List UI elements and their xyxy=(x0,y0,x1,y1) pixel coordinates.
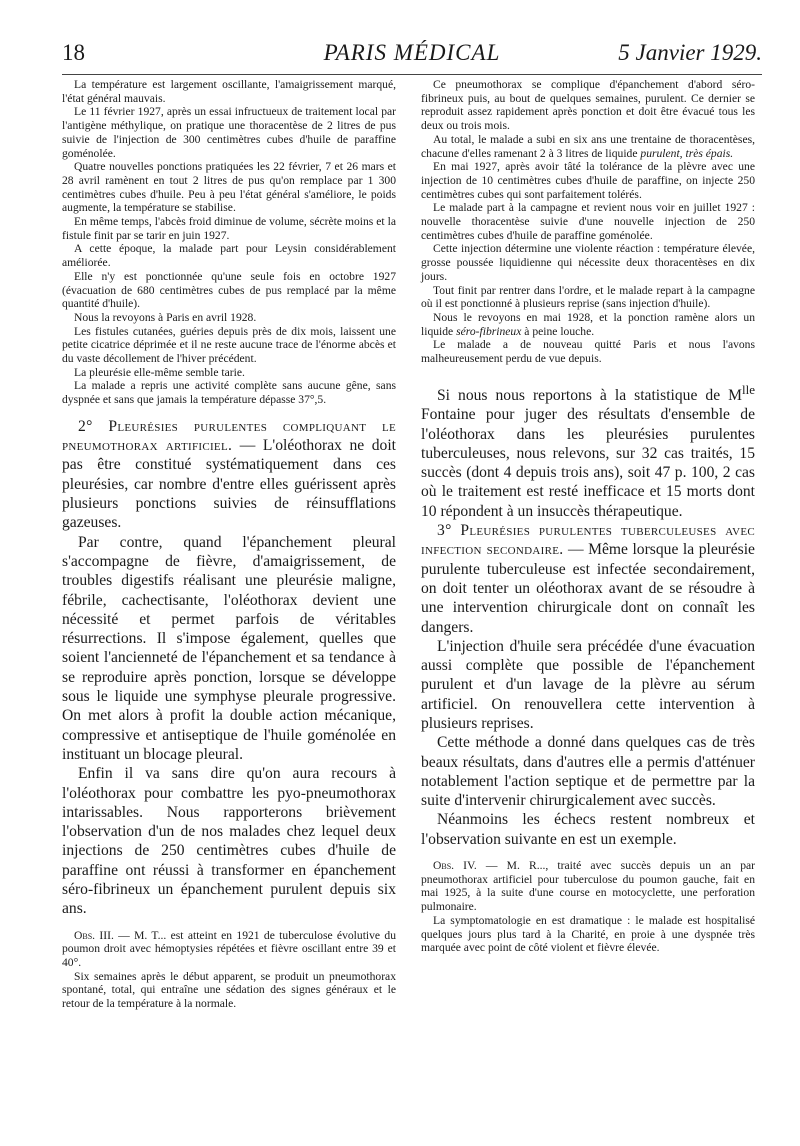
paragraph: Ce pneumothorax se complique d'épanchement d'abord séro-fibrineux puis, au bout de quelques semaines, purulent. Ce dernier se reproduit assez rapidement après ponction et doit être évacué tous les deux ou trois mois. xyxy=(421,78,755,133)
journal-title: PARIS MÉDICAL xyxy=(323,40,501,65)
right-column xyxy=(421,78,755,955)
paragraph: Tout finit par rentrer dans l'ordre, et le malade repart à la campagne où il est ponctionné à plusieurs reprise (sans injection d'huile). xyxy=(421,283,755,311)
paragraph: Elle n'y est ponctionnée qu'une seule fois en octobre 1927 (évacuation de 680 centimètres cubes de pus remplacé par la même quantité d'huile). xyxy=(62,269,396,311)
paragraph-text: Fontaine pour juger des résultats d'ensemble de l'oléothorax dans les pleurésies purulentes tuberculeuses, nous relevons, sur 32 cas traités, 15 succès (dont 4 depuis trois ans), soit 47 p. 100, 2 cas où le traitement est resté inefficace et 15 morts dont 10 répondent à un insuccès thérapeutique. xyxy=(421,406,755,520)
observation-label: Obs. IV. xyxy=(433,859,477,873)
paragraph: A cette époque, la malade part pour Leysin considérablement améliorée. xyxy=(62,242,396,270)
observation-text: — M. R..., traité avec succès depuis un an par pneumothorax artificiel pour tuberculose du poumon gauche, fait en mai 1925, à la suite d'une course en motocyclette, une perforation pulmonaire. xyxy=(421,859,756,914)
page-number: 18 xyxy=(62,40,85,65)
paragraph: Le malade a de nouveau quitté Paris et nous l'avons malheureusement perdu de vue depuis. xyxy=(421,338,755,366)
paragraph: Les fistules cutanées, guéries depuis près de dix mois, laissent une petite cicatrice déprimée et il ne reste aucune trace de l'énorme abcès et du vaste décollement de l'hiver précédent. xyxy=(62,324,396,366)
statistics-paragraph xyxy=(421,380,755,521)
observation-text: — M. T... est atteint en 1921 de tuberculose évolutive du poumon droit avec hémoptysies répétées et fièvre oscillant entre 39 et 40°. xyxy=(62,928,396,969)
emphasis-text: séro-fibrineux xyxy=(456,324,522,338)
section-2-paragraph xyxy=(62,417,396,533)
paragraph xyxy=(421,311,755,338)
paragraph: Enfin il va sans dire qu'on aura recours à l'oléothorax pour combattre les pyo-pneumothorax intarissables. Nous rapporterons brièvement l'observation d'un de nos malades chez lequel deux injections de 250 centimètres cubes d'huile de paraffine ont réussi à transformer en épanchement séro-fibrineux un épanchement purulent depuis six ans. xyxy=(62,765,396,918)
superscript: lle xyxy=(742,381,755,397)
paragraph: Cette injection détermine une violente réaction : température élevée, grosse poussée liquidienne qui nécessite deux thoracentèses en dix jours. xyxy=(421,242,755,283)
left-column xyxy=(62,78,396,1011)
paragraph-text: Nous le revoyons en mai 1928, et la ponction ramène alors un liquide xyxy=(421,310,755,338)
section-2-text: — L'oléothorax ne doit pas être constitué systématiquement dans ces pleurésies, car nombre d'entre elles guérissent après plusieurs ponctions suivies de réinsufflations gazeuses. xyxy=(62,437,397,532)
paragraph: Nous la revoyons à Paris en avril 1928. xyxy=(74,310,257,324)
paragraph: La malade a repris une activité complète sans aucune gêne, sans dyspnée et sans que jamais la température dépasse 37°,5. xyxy=(62,379,396,407)
paragraph: L'injection d'huile sera précédée d'une évacuation aussi complète que possible de l'épanchement purulent et d'un lavage de la plèvre au sérum artificiel. On renouvellera cette intervention à plusieurs reprises. xyxy=(421,637,755,732)
paragraph-text: Si nous nous reportons à la statistique de M xyxy=(437,386,742,404)
observation-3 xyxy=(62,929,396,970)
paragraph: Par contre, quand l'épanchement pleural s'accompagne de fièvre, d'amaigrissement, de troubles digestifs réalisant une pleurésie maligne, fébrile, cachectisante, l'oléothorax devient une nécessité et permet parfois de véritables résurrections. Il s'impose également, quelles que soient l'ancienneté de l'épanchement et sa tendance à se reproduire après ponction, lorsque se développe sous le liquide une symphyse pleurale progressive. On met alors à profit la double action mécanique, compressive et antiseptique de l'huile goménolée en instituant un blocage pleural. xyxy=(62,533,396,763)
paragraph: En même temps, l'abcès froid diminue de volume, sécrète moins et la fistule finit par se tarir en juin 1927. xyxy=(62,215,396,242)
paragraph-text: à peine louche. xyxy=(521,324,595,338)
paragraph: La pleurésie elle-même semble tarie. xyxy=(74,365,245,379)
page-header xyxy=(62,38,762,75)
paragraph: La température est largement oscillante, l'amaigrissement marqué, l'état général mauvais. xyxy=(62,78,396,105)
paragraph: En mai 1927, après avoir tâté la tolérance de la plèvre avec une injection de 10 centimètres cubes d'huile de paraffine, on injecte 250 centimètres cubes qui sont parfaitement tolérés. xyxy=(421,160,755,201)
observation-4 xyxy=(421,859,755,914)
paragraph: Néanmoins les échecs restent nombreux et l'observation suivante en est un exemple. xyxy=(421,811,755,848)
section-3-heading: 3° Pleurésies purulentes tuberculeuses avec infection secondaire. xyxy=(421,522,755,559)
paragraph: Six semaines après le début apparent, se produit un pneumothorax spontané, total, qui entraîne une sédation des signes généraux et le retour de la température à la normale. xyxy=(62,969,396,1011)
observation-label: Obs. III. xyxy=(74,928,114,942)
section-3-paragraph xyxy=(421,521,755,637)
issue-date: 5 Janvier 1929. xyxy=(618,40,762,65)
section-2-heading: 2° Pleurésies purulentes compliquant le pneumothorax artificiel. xyxy=(62,417,396,455)
paragraph: Cette méthode a donné dans quelques cas de très beaux résultats, dans d'autres elle a permis d'atténuer notablement l'action septique et de permettre par la suite d'intervenir chirurgicalement avec succès. xyxy=(421,734,755,810)
section-3-text: — Même lorsque la pleurésie purulente tuberculeuse est infectée secondairement, on doit tenter un oléothorax avant de se résoudre à une intervention chirurgicale dont on connaît les dangers. xyxy=(421,541,755,636)
paragraph: Le 11 février 1927, après un essai infructueux de traitement local par l'antigène méthylique, on pratique une thoracentèse de 2 litres de pus suivie de l'injection de 300 centimètres cubes d'huile de paraffine goménolée. xyxy=(62,105,396,160)
paragraph: Le malade part à la campagne et revient nous voir en juillet 1927 : nouvelle thoracentèse suivie d'une nouvelle injection de 250 centimètres cubes d'huile de paraffine goménolée. xyxy=(421,201,755,242)
paragraph: Quatre nouvelles ponctions pratiquées les 22 février, 7 et 26 mars et 28 avril ramènent en tout 2 litres de pus qu'on remplace par 1 300 centimètres cubes d'huile. Peu à peu l'état général s'améliore, le poids augmente, la température se stabilise. xyxy=(62,160,396,215)
paragraph-text: Au total, le malade a subi en six ans une trentaine de thoracentèses, chacune d'elles ramenant 2 à 3 litres de liquide xyxy=(421,132,755,160)
paragraph xyxy=(421,133,755,160)
paragraph: La symptomatologie en est dramatique : le malade est hospitalisé quelques jours plus tard à la Charité, en proie à une dyspnée très marquée avec point de côté violent et fièvre élevée. xyxy=(421,913,755,955)
emphasis-text: purulent, très épais. xyxy=(640,146,734,160)
